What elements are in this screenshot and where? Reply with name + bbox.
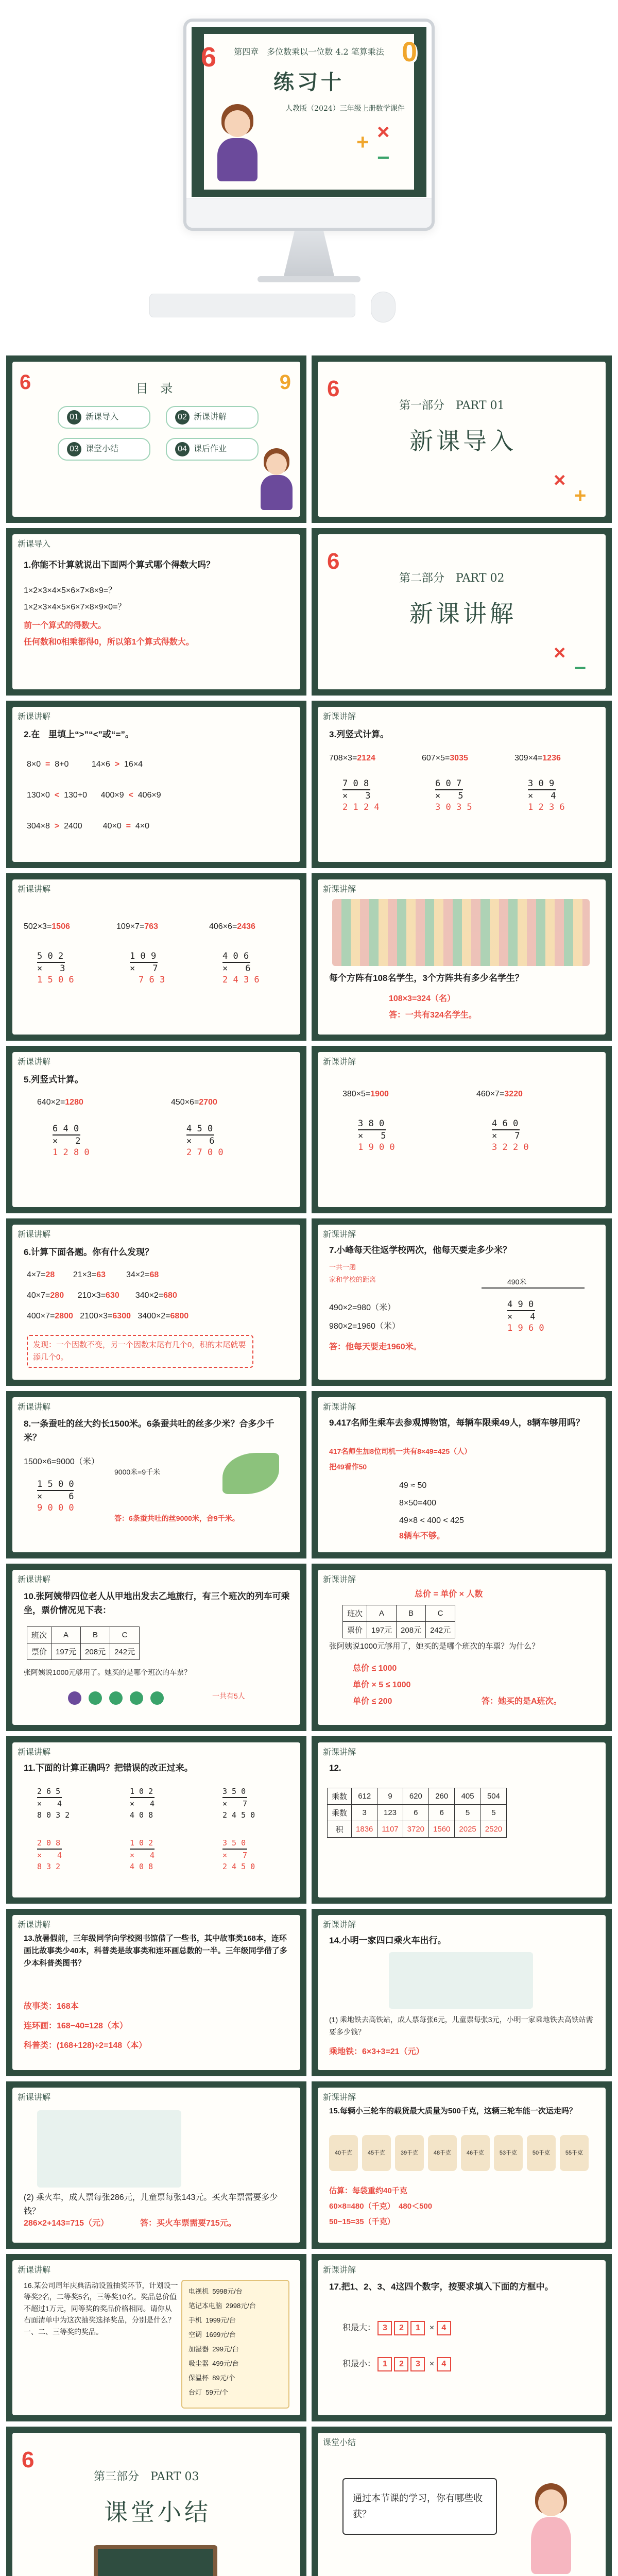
vertical-calc-2: 6 0 7 × 5 3 0 3 5 (435, 778, 472, 812)
corrected-calc-2: 1 0 2 × 4 4 0 8 (130, 1838, 155, 1871)
bag-icon: 50千克 (527, 2135, 556, 2171)
slide-q1 (6, 528, 306, 696)
compare-row-3: 304×8 > 2400 40×0 = 4×0 (27, 822, 149, 831)
bag-icon: 45千克 (362, 2135, 391, 2171)
family-illustration (389, 1952, 533, 2009)
hero-title: 练习十 (273, 70, 345, 94)
answer-2: 答：买火车票需要715元。 (140, 2219, 236, 2228)
person-icon (68, 1691, 81, 1705)
question: 10.张阿姨带四位老人从甲地出发去乙地旅行，有三个班次的列车可乘坐，票价情况见下表： (24, 1591, 290, 1616)
step-5: 49×8 < 400 < 425 (399, 1516, 464, 1525)
vertical-calc: 4 9 0 × 4 1 9 6 0 (507, 1299, 544, 1333)
times-icon: × (554, 469, 566, 492)
discovery-note: 发现：一个因数不变，另一个因数末尾有几个0，积的末尾就要添几个0。 (27, 1335, 253, 1368)
person-icon (130, 1691, 143, 1705)
question: 9.417名师生乘车去参观博物馆，每辆车限乘49人，8辆车够用吗？ (329, 1418, 585, 1428)
calc-2: 450×6=2700 (171, 1098, 217, 1107)
toc-label: 课后作业 (194, 444, 227, 453)
step-3: 49 ≈ 50 (399, 1481, 427, 1490)
question: 6.计算下面各题。你有什么发现？ (24, 1247, 154, 1257)
bag-icon: 53千克 (494, 2135, 523, 2171)
question: 16.某公司周年庆典活动设置抽奖环节，计划设一等奖2名，二等奖5名，三等奖10名。奖品总价值不超过1万元，同等奖的奖品价格相同。请你从右面清单中为这次抽奖选择奖品，分别是什么？一、二、三等奖的奖品。 (24, 2281, 178, 2336)
slide-tag: 新课讲解 (323, 1748, 356, 1757)
bag-icon: 46千克 (461, 2135, 490, 2171)
times-icon: × (554, 641, 566, 664)
slide-q15 (312, 2081, 612, 2249)
vertical-calc: 1 5 0 0 × 6 9 0 0 0 (37, 1479, 74, 1513)
slide-tag: 新课讲解 (18, 1403, 51, 1412)
step-3: 单价 ≤ 200 (353, 1697, 392, 1706)
calc-3: 406×6=2436 (209, 922, 255, 931)
estimate-2: 60×8=480（千克） 480＜500 (329, 2202, 433, 2211)
prize-item: 保温杯 89元/个 (188, 2374, 235, 2382)
calc-3: 309×4=1236 (514, 754, 561, 762)
vertical-calc-1: 6 4 0 × 2 1 2 8 0 (53, 1124, 90, 1158)
prize-list (181, 2280, 289, 2409)
toc-item-4[interactable] (166, 438, 259, 461)
answer-2: 980×2=1960（米） (329, 1322, 400, 1331)
bag-row (329, 2135, 597, 2181)
vertical-calc-1: 3 8 0 × 5 1 9 0 0 (358, 1118, 395, 1153)
part3-label: 第三部分 PART 03 (94, 2470, 199, 2483)
vertical-calc-2: 1 0 9 × 7 7 6 3 (130, 951, 165, 985)
question: 2.在 里填上“>”“<”或“=”。 (24, 730, 134, 739)
calc-1: 502×3=1506 (24, 922, 70, 931)
answer-3: 答：他每天要走1960米。 (329, 1343, 422, 1351)
product-table: 乘数 612 9 620 260 405 504 乘数 3 123 6 6 5 5 积 1836 1107 3720 1560 2025 2520 (327, 1788, 507, 1838)
slide-tag: 新课讲解 (18, 713, 51, 721)
toc-item-3[interactable] (58, 438, 150, 461)
slide-q14 (312, 1909, 612, 2076)
toc-num: 03 (67, 442, 81, 456)
slide-q6 (6, 1218, 306, 1386)
six-decoration-icon: 6 (22, 2447, 35, 2472)
slide-q11 (6, 1736, 306, 1904)
calc-2: 460×7=3220 (476, 1090, 523, 1098)
slide-tag: 新课讲解 (323, 2266, 356, 2275)
toc-num: 04 (175, 442, 190, 456)
question: 3.列竖式计算。 (329, 730, 389, 739)
slide-tag: 新课讲解 (18, 1058, 51, 1066)
slide-tag: 新课讲解 (18, 885, 51, 894)
question: 1.你能不计算就说出下面两个算式哪个得数大吗？ (24, 560, 215, 570)
slide-tag: 新课讲解 (323, 1403, 356, 1412)
monitor-stand (283, 231, 335, 278)
toc-num: 02 (175, 410, 190, 425)
times-icon: × (377, 120, 390, 144)
slide-tag: 新课讲解 (18, 1748, 51, 1757)
step-1: 总价 ≤ 1000 (353, 1664, 397, 1673)
slide-tag: 新课讲解 (18, 1230, 51, 1239)
minus-icon: − (377, 145, 390, 170)
question: 14.小明一家四口乘火车出行。 (329, 1936, 447, 1945)
question: 5.列竖式计算。 (24, 1075, 84, 1084)
monitor-base (258, 276, 360, 282)
part2-label: 第二部分 PART 02 (399, 572, 505, 585)
slide-q13 (6, 1909, 306, 2076)
prize-item: 台灯 59元/个 (188, 2388, 229, 2396)
vertical-calc-3: 4 0 6 × 6 2 4 3 6 (222, 951, 260, 985)
nine-decoration-icon: 9 (279, 371, 291, 394)
price-table: 班次 A B C 票价 197元 208元 242元 (342, 1605, 455, 1638)
question: 17.把1、2、3、4这四个数字，按要求填入下面的方框中。 (329, 2282, 554, 2292)
part1-title: 新课导入 (409, 427, 517, 455)
slide-q5 (312, 873, 612, 1041)
calc-1: 708×3=2124 (329, 754, 375, 762)
slide-tag: 课堂小结 (323, 2438, 356, 2447)
slide-tag: 新课讲解 (323, 1230, 356, 1239)
monitor-mockup (183, 19, 435, 231)
corrected-calc-3: 3 5 0 × 7 2 4 5 0 (222, 1838, 255, 1871)
toc-label: 课堂小结 (85, 444, 119, 453)
toc-title: 目 录 (135, 381, 177, 396)
prize-item: 手机 1999元/台 (188, 2316, 236, 2324)
slide-tag: 新课讲解 (323, 2093, 356, 2102)
slide-q5-calc-2 (312, 1046, 612, 1213)
calc-2: 607×5=3035 (422, 754, 468, 762)
six-decoration-icon: 6 (327, 376, 340, 401)
slide-q10-answer (312, 1564, 612, 1731)
toc-num: 01 (67, 410, 81, 425)
toc-item-2[interactable] (166, 406, 259, 429)
given-calc-3: 3 5 0 × 7 2 4 5 0 (222, 1787, 255, 1820)
slide-tag: 新课讲解 (18, 1921, 51, 1929)
compare-row-1: 8×0 = 8+0 14×6 > 16×4 (27, 760, 143, 769)
hero-chapter: 第四章 多位数乘以一位数 4.2 笔算乘法 (234, 47, 384, 57)
max-product-row: 积最大： 3 2 1 × 4 (342, 2321, 453, 2335)
slide-q5-calc (6, 1046, 306, 1213)
part2-title: 新课讲解 (409, 600, 517, 628)
part3-slide (6, 2427, 306, 2576)
calc-1: 380×5=1900 (342, 1090, 389, 1098)
question: 7.小峰每天往返学校两次，他每天要走多少米？ (329, 1245, 512, 1255)
answer-2: 答：一共有324名学生。 (389, 1011, 477, 1020)
question-2: 张阿姨说1000元够用了。她买的是哪个班次的车票？ (24, 1668, 192, 1676)
equation-1: 1500×6=9000（米） (24, 1458, 99, 1466)
slide-q2 (6, 701, 306, 868)
hint-label-2: 家和学校的距离 (329, 1276, 376, 1283)
slide-tag: 新课讲解 (323, 1921, 356, 1929)
answer-2: 任何数和0相乘都得0，所以第1个算式得数大。 (24, 638, 194, 647)
price-table: 班次 A B C 票价 197元 208元 242元 (27, 1626, 140, 1660)
part3-title: 课堂小结 (104, 2498, 211, 2526)
distance-label: 490米 (507, 1278, 527, 1286)
slide-q10 (6, 1564, 306, 1731)
student-formation-image (332, 899, 590, 966)
question: 13.放暑假前，三年级同学向学校图书馆借了一些书，其中故事类168本，连环画比故事类少40本，科普类是故事类和连环画总数的一半。三年级同学借了多少本科普类图书？ (24, 1934, 287, 1968)
answer: 答：她买的是A班次。 (482, 1697, 562, 1706)
sub-question: (1) 乘地铁去高铁站，成人票每张6元，儿童票每张3元，小明一家乘地铁去高铁站需要多少钱？ (329, 2015, 593, 2036)
answer-1: 286×2+143=715（元） (24, 2219, 109, 2228)
question: 15.每辆小三轮车的载货最大质量为500千克，这辆三轮车能一次运走吗？ (329, 2107, 577, 2115)
slide-tag: 新课讲解 (323, 1575, 356, 1584)
group-size-label: 一共有5人 (212, 1692, 245, 1700)
prize-item: 空调 1699元/台 (188, 2331, 236, 2338)
formula: 总价 = 单价 × 人数 (415, 1590, 483, 1599)
blackboard-icon (94, 2545, 217, 2576)
summary-slide (312, 2427, 612, 2576)
slide-tag: 新课讲解 (18, 1575, 51, 1584)
calc-row-2: 40×7=280 210×3=630 340×2=680 (27, 1291, 177, 1300)
vertical-calc-2: 4 5 0 × 6 2 7 0 0 (186, 1124, 224, 1158)
hint-label-1: 一共一趟 (329, 1263, 356, 1271)
toc-label: 新课导入 (85, 412, 119, 421)
min-product-row: 积最小： 1 2 3 × 4 (342, 2357, 453, 2371)
answer-1: 108×3=324（名） (389, 994, 455, 1003)
vertical-calc-1: 5 0 2 × 3 1 5 0 6 (37, 951, 74, 985)
question: (2) 乘火车，成人票每张286元，儿童票每张143元。买火车票需要多少钱？ (24, 2193, 278, 2216)
step-1: 417名师生加8位司机一共有8×49=425（人） (329, 1447, 472, 1455)
six-decoration-icon: 6 (327, 549, 340, 574)
given-calc-1: 2 6 5 × 4 8 0 3 2 (37, 1787, 70, 1820)
slide-tag: 新课讲解 (323, 713, 356, 721)
mouse (371, 292, 396, 323)
slide-tag: 新课导入 (18, 540, 51, 549)
hero-section (0, 0, 618, 340)
teacher-illustration (259, 448, 295, 510)
distance-line (482, 1287, 585, 1289)
person-icon (109, 1691, 123, 1705)
person-icon (150, 1691, 164, 1705)
step-4: 8×50=400 (399, 1499, 437, 1507)
prize-item: 吸尘器 499元/台 (188, 2360, 239, 2367)
prize-item: 加湿器 299元/台 (188, 2345, 239, 2353)
question: 12. (329, 1763, 341, 1773)
question: 每个方阵有108名学生，3个方阵共有多少名学生？ (329, 973, 524, 983)
step-2: 把49看作50 (329, 1463, 367, 1471)
slide-q9 (312, 1391, 612, 1558)
teacher-illustration (214, 104, 261, 181)
zero-decoration-icon: 0 (401, 37, 417, 67)
step-3: 科普类：(168+128)÷2=148（本） (24, 2041, 147, 2050)
bag-icon: 48千克 (428, 2135, 457, 2171)
monitor-chin (186, 198, 432, 228)
vertical-calc-2: 4 6 0 × 7 3 2 2 0 (492, 1118, 529, 1153)
vertical-calc-1: 7 0 8 × 3 2 1 2 4 (342, 778, 380, 812)
slide-tag: 新课讲解 (323, 1058, 356, 1066)
hero-edition: 人教版（2024）三年级上册数学课件 (285, 105, 405, 113)
train-illustration (37, 2110, 181, 2188)
slide-q14-2 (6, 2081, 306, 2249)
slide-q7 (312, 1218, 612, 1386)
part1-label: 第一部分 PART 01 (399, 399, 505, 412)
slide-tag: 新课讲解 (18, 2266, 51, 2275)
plus-icon: + (356, 130, 369, 154)
slide-q12 (312, 1736, 612, 1904)
prize-item: 笔记本电脑 2998元/台 (188, 2302, 256, 2310)
slide-tag: 新课讲解 (18, 2093, 51, 2102)
bag-icon: 55千克 (560, 2135, 589, 2171)
slide-q4 (6, 873, 306, 1041)
step-2: 连环画：168−40=128（本） (24, 2022, 128, 2030)
conclusion: 8辆车不够。 (399, 1532, 445, 1540)
corrected-calc-1: 2 0 8 × 4 8 3 2 (37, 1838, 62, 1871)
question: 11.下面的计算正确吗？把错误的改正过来。 (24, 1763, 193, 1773)
vertical-calc-3: 3 0 9 × 4 1 2 3 6 (528, 778, 565, 812)
keyboard (149, 294, 355, 317)
estimate-3: 50−15=35（千克） (329, 2217, 395, 2226)
slide-tag: 新课讲解 (323, 885, 356, 894)
prize-item: 电视机 5998元/台 (188, 2287, 243, 2295)
calc-row-3: 400×7=2800 2100×3=6300 3400×2=6800 (27, 1312, 189, 1320)
calc-row-1: 4×7=28 21×3=63 34×2=68 (27, 1270, 159, 1279)
slide-q17 (312, 2254, 612, 2421)
step-1: 故事类：168本 (24, 2002, 79, 2011)
teacher-illustration (528, 2483, 574, 2576)
slide-q16 (6, 2254, 306, 2421)
expression-1: 1×2×3×4×5×6×7×8×9=？ (24, 586, 117, 595)
cover-slide-thumbnail (192, 27, 426, 197)
answer: 乘地铁：6×3+3=21（元） (329, 2047, 424, 2056)
person-icon (89, 1691, 102, 1705)
plus-icon: + (574, 484, 587, 507)
bag-icon: 39千克 (395, 2135, 424, 2171)
bag-icon: 40千克 (329, 2135, 358, 2171)
toc-slide (6, 355, 306, 523)
slide-q8 (6, 1391, 306, 1558)
calc-1: 640×2=1280 (37, 1098, 83, 1107)
question: 张阿姨说1000元够用了，她买的是哪个班次的车票？为什么？ (329, 1642, 540, 1651)
answer: 答：6条蚕共吐的丝9000米，合9千米。 (114, 1514, 239, 1522)
six-decoration-icon: 6 (201, 42, 217, 73)
question: 8.一条蚕吐的丝大约长1500米。6条蚕共吐的丝多少米？合多少千米？ (24, 1419, 274, 1443)
six-decoration-icon: 6 (20, 371, 31, 394)
part1-slide (312, 355, 612, 523)
toc-label: 新课讲解 (194, 412, 227, 421)
expression-2: 1×2×3×4×5×6×7×8×9×0=？ (24, 603, 126, 612)
summary-question: 通过本节课的学习，你有哪些收获？ (353, 2493, 483, 2519)
answer-1: 前一个算式的得数大。 (24, 621, 107, 630)
given-calc-2: 1 0 2 × 4 4 0 8 (130, 1787, 155, 1820)
compare-row-2: 130×0 < 130+0 400×9 < 406×9 (27, 791, 161, 800)
toc-item-1[interactable] (58, 406, 150, 429)
step-2: 单价 × 5 ≤ 1000 (353, 1681, 411, 1689)
part2-slide (312, 528, 612, 696)
slide-q3 (312, 701, 612, 868)
estimate-1: 估算：每袋重约40千克 (329, 2187, 407, 2195)
minus-icon: − (574, 657, 587, 680)
equation-2: 9000米=9千米 (114, 1468, 161, 1476)
calc-2: 109×7=763 (116, 922, 158, 931)
answer-1: 490×2=980（米） (329, 1303, 396, 1312)
